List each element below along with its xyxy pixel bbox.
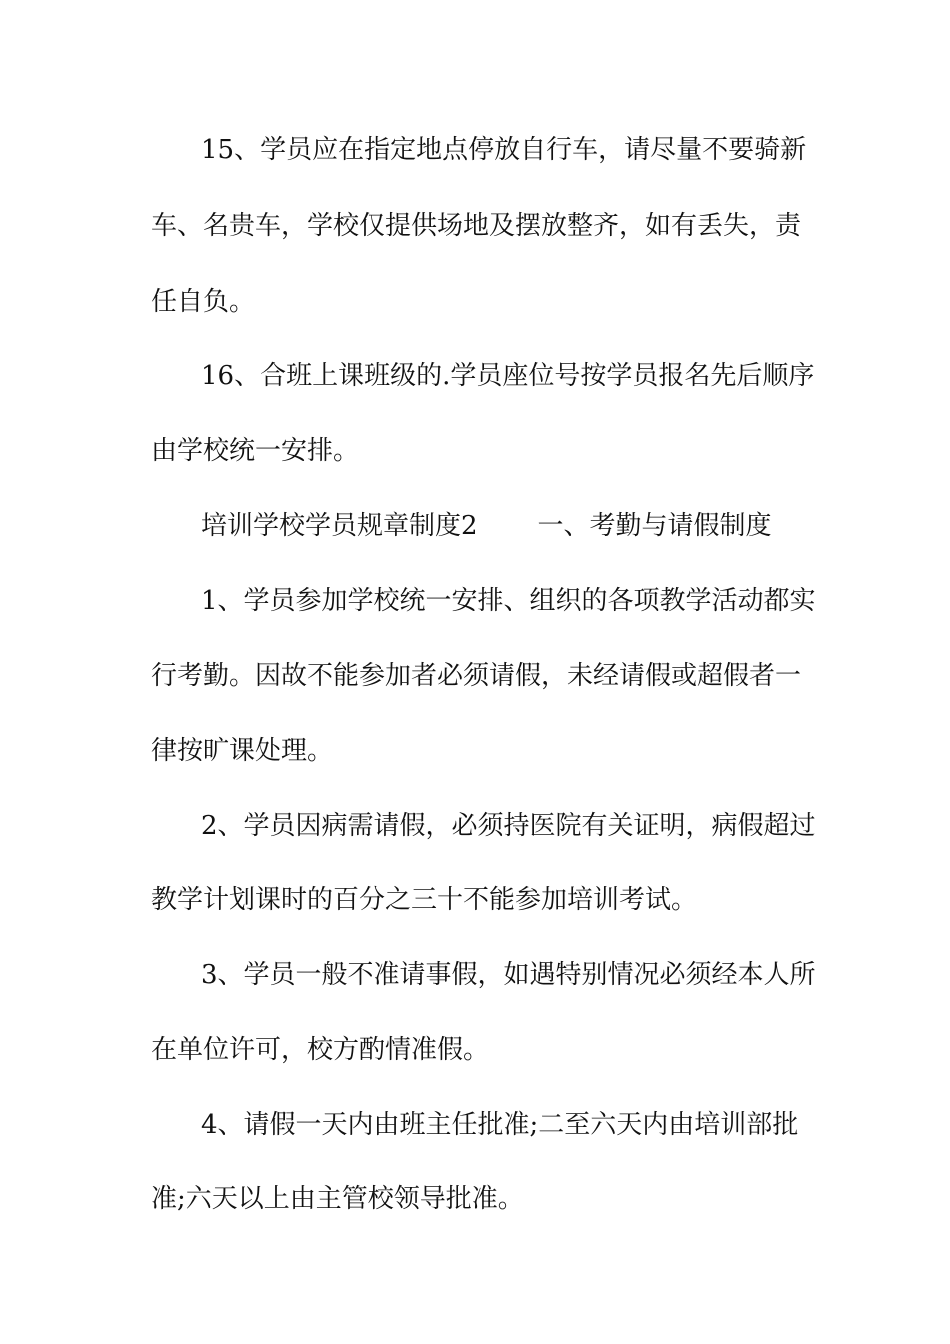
- paragraph-1-line-2: 行考勤。因故不能参加者必须请假，未经请假或超假者一: [151, 661, 802, 691]
- paragraph-1-line-3: 律按旷课处理。: [151, 736, 334, 766]
- section-heading-line: [201, 509, 772, 543]
- paragraph-3-line-2: 在单位许可，校方酌情准假。: [151, 1035, 490, 1065]
- paragraph-1-line-1: 1、学员参加学校统一安排、组织的各项教学活动都实: [201, 586, 816, 616]
- paragraph-16-line-1: 16、合班上课班级的.学员座位号按学员报名先后顺序: [201, 361, 815, 391]
- paragraph-2-line-2: 教学计划课时的百分之三十不能参加培训考试。: [151, 885, 698, 915]
- paragraph-3-line-1: 3、学员一般不准请事假，如遇特别情况必须经本人所: [201, 960, 816, 990]
- paragraph-15-line-3: 任自负。: [151, 287, 256, 317]
- document-title: 培训学校学员规章制度2: [201, 511, 478, 541]
- paragraph-15-line-1: 15、学员应在指定地点停放自行车，请尽量不要骑新: [201, 135, 807, 165]
- paragraph-4-line-1: 4、请假一天内由班主任批准;二至六天内由培训部批: [201, 1110, 799, 1140]
- paragraph-15-line-2: 车、名贵车，学校仅提供场地及摆放整齐，如有丢失，责: [151, 211, 802, 241]
- section-title: 一、考勤与请假制度: [537, 511, 772, 541]
- paragraph-2-line-1: 2、学员因病需请假，必须持医院有关证明，病假超过: [201, 811, 816, 841]
- paragraph-16-line-2: 由学校统一安排。: [151, 436, 360, 466]
- paragraph-4-line-2: 准;六天以上由主管校领导批准。: [151, 1184, 524, 1214]
